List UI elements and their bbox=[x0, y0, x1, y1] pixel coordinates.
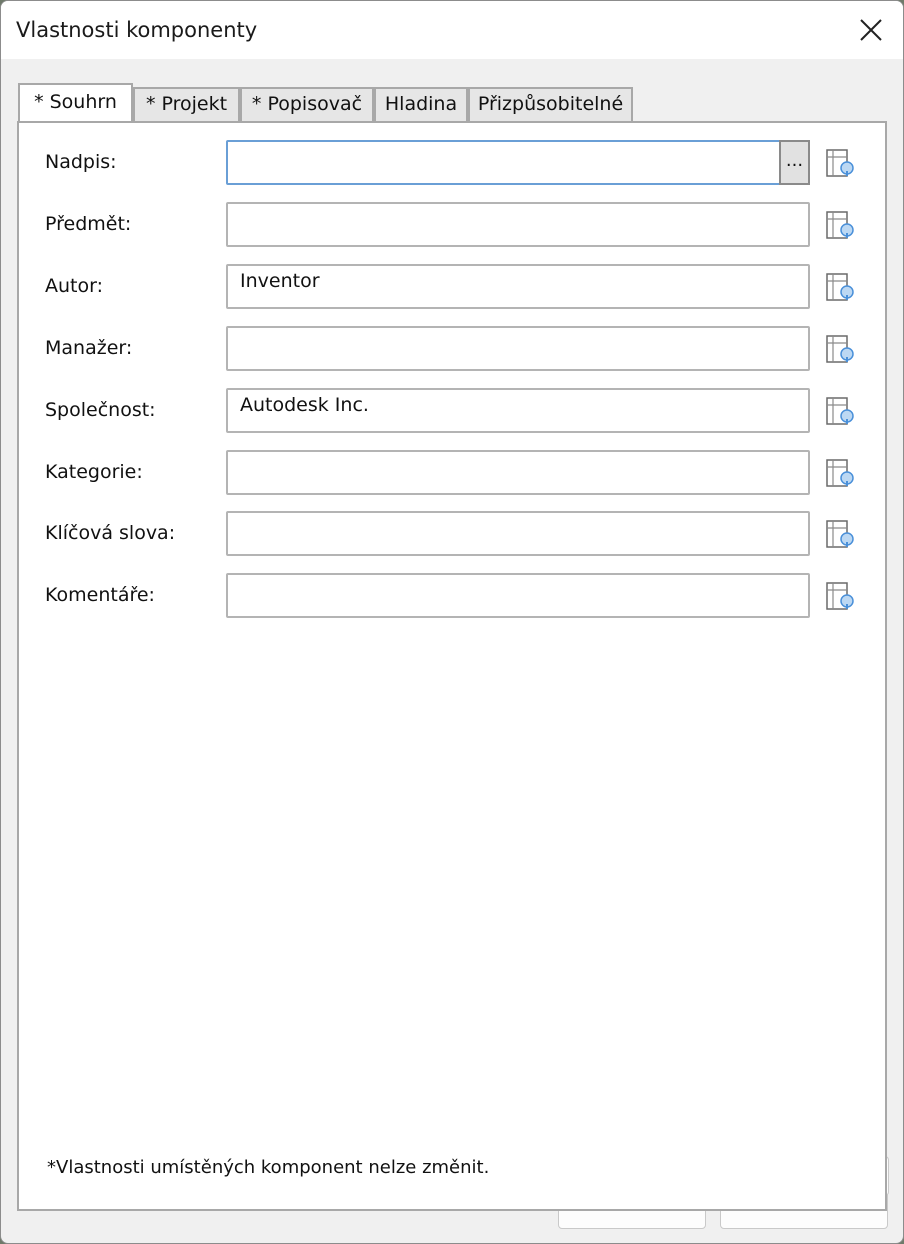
komentare-field[interactable] bbox=[226, 573, 810, 618]
spolecnost-field[interactable] bbox=[226, 388, 810, 433]
title-bar bbox=[1, 1, 903, 59]
parameter-insert-icon[interactable] bbox=[824, 147, 856, 179]
kategorie-field[interactable] bbox=[226, 450, 810, 495]
field-value: Inventor bbox=[240, 270, 320, 292]
autor-field[interactable] bbox=[226, 264, 810, 309]
tab-label: * Popisovač bbox=[251, 93, 363, 115]
autor-label: Autor: bbox=[45, 275, 103, 297]
klicova-slova-label: Klíčová slova: bbox=[45, 522, 176, 544]
close-button[interactable] bbox=[851, 11, 891, 49]
manazer-field[interactable] bbox=[226, 326, 810, 371]
tab-souhrn[interactable] bbox=[18, 83, 133, 121]
komentare-label: Komentáře: bbox=[45, 584, 155, 606]
predmet-label: Předmět: bbox=[45, 213, 132, 235]
manazer-label: Manažer: bbox=[45, 337, 133, 359]
parameter-insert-icon[interactable] bbox=[824, 457, 856, 489]
tab-label: * Souhrn bbox=[34, 91, 117, 113]
field-value: Autodesk Inc. bbox=[240, 394, 369, 416]
kategorie-label: Kategorie: bbox=[45, 461, 143, 483]
tab-label: Přizpůsobitelné bbox=[477, 93, 624, 115]
parameter-insert-icon[interactable] bbox=[824, 395, 856, 427]
nadpis-browse-button[interactable] bbox=[779, 140, 810, 185]
tab-prizpusobitelne[interactable] bbox=[468, 87, 633, 121]
close-icon bbox=[859, 18, 883, 42]
parameter-insert-icon[interactable] bbox=[824, 333, 856, 365]
tab-label: Hladina bbox=[384, 93, 458, 115]
footnote: *Vlastnosti umístěných komponent nelze změnit. bbox=[47, 1157, 490, 1178]
nadpis-field[interactable] bbox=[226, 140, 781, 185]
parameter-insert-icon[interactable] bbox=[824, 518, 856, 550]
predmet-field[interactable] bbox=[226, 202, 810, 247]
parameter-insert-icon[interactable] bbox=[824, 271, 856, 303]
parameter-insert-icon[interactable] bbox=[824, 580, 856, 612]
tab-hladina[interactable] bbox=[374, 87, 468, 121]
nadpis-label: Nadpis: bbox=[45, 151, 117, 173]
ellipsis-label: ... bbox=[785, 150, 804, 171]
parameter-insert-icon[interactable] bbox=[824, 209, 856, 241]
tab-label: * Projekt bbox=[145, 93, 228, 115]
summary-tab-panel bbox=[17, 121, 887, 1211]
spolecnost-label: Společnost: bbox=[45, 399, 156, 421]
klicova-slova-field[interactable] bbox=[226, 511, 810, 556]
tab-popisovac[interactable] bbox=[240, 87, 374, 121]
tab-projekt[interactable] bbox=[133, 87, 240, 121]
dialog-title: Vlastnosti komponenty bbox=[16, 18, 258, 42]
